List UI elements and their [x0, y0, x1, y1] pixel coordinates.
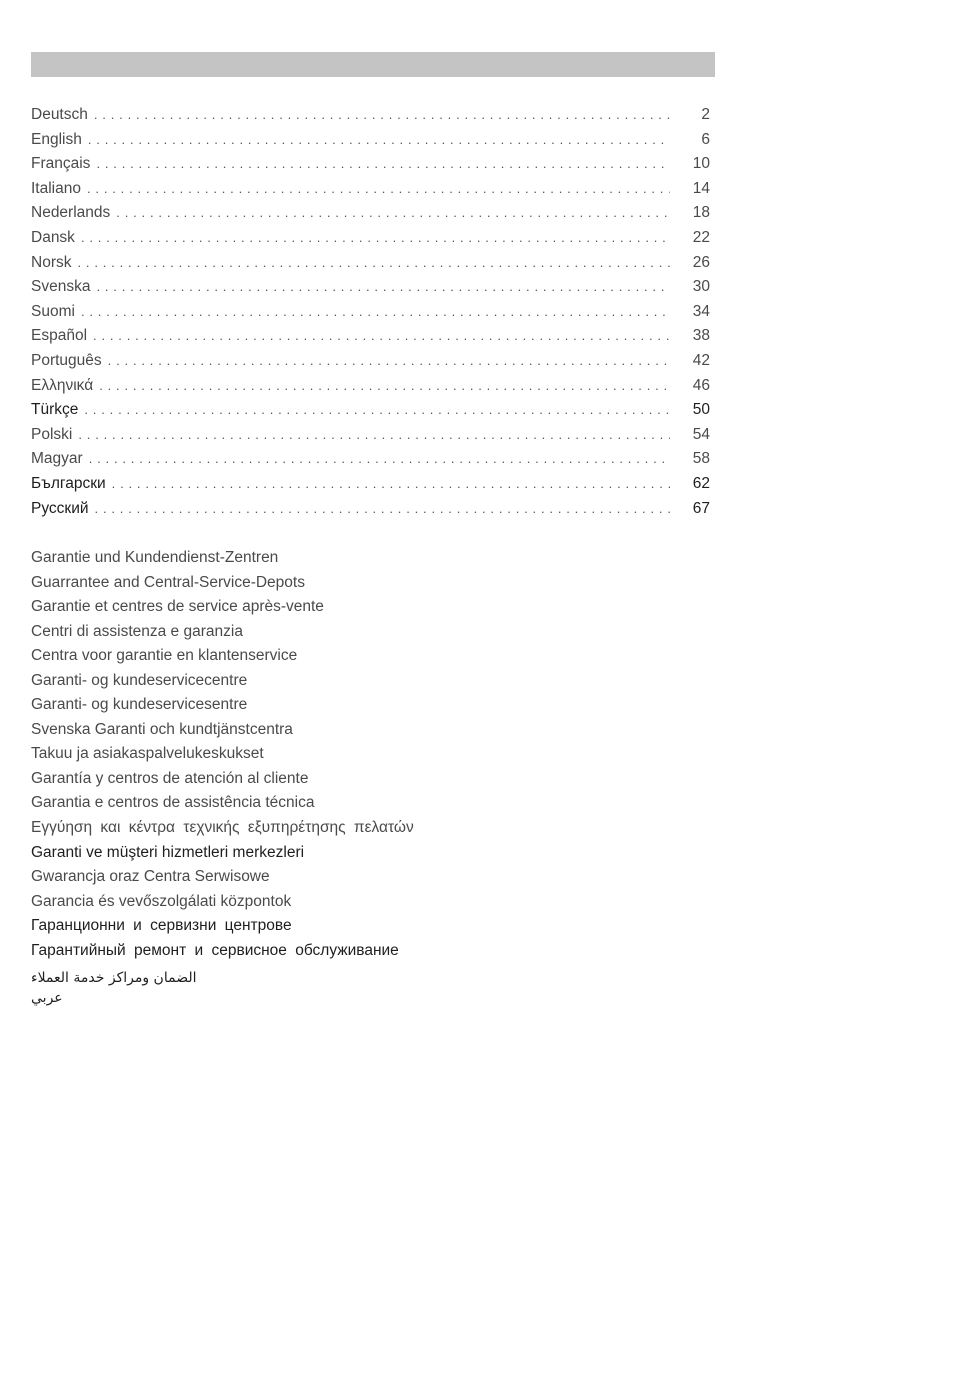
toc-page-number: 26	[692, 253, 710, 271]
toc-label: Français	[31, 155, 91, 173]
service-item-nl[interactable]: Centra voor garantie en klantenservice	[31, 647, 298, 665]
toc-row-espanol[interactable]	[31, 324, 710, 349]
toc-row-italiano[interactable]	[31, 177, 710, 202]
toc-row-english[interactable]	[31, 128, 710, 153]
arabic-service-title: الضمان ومراكز خدمة العملاء	[31, 970, 197, 986]
toc-leader-dots	[84, 398, 670, 423]
service-item-pt[interactable]: Garantia e centros de assistência técnica	[31, 794, 315, 812]
toc-label: Magyar	[31, 450, 83, 468]
toc-page-number: 50	[692, 401, 710, 419]
header-bar	[31, 52, 715, 77]
service-item-el[interactable]: Εγγύηση και κέντρα τεχνικής εξυπηρέτησης πελατών	[31, 819, 414, 837]
toc-leader-dots	[87, 177, 670, 202]
toc-page-number: 2	[701, 106, 710, 123]
toc-row-svenska[interactable]	[31, 275, 710, 300]
toc-page-number: 10	[692, 155, 710, 173]
toc-page-number: 6	[701, 130, 710, 148]
toc-label: Suomi	[31, 302, 75, 320]
service-centres-list	[31, 546, 414, 963]
toc-page-number: 54	[692, 425, 710, 443]
service-item-es[interactable]: Garantía y centros de atención al cliente	[31, 769, 309, 787]
toc-label: Español	[31, 327, 88, 345]
toc-label: Русский	[31, 499, 89, 517]
service-item-fr[interactable]: Garantie et centres de service après-vente	[31, 598, 324, 616]
toc-row-russian[interactable]	[31, 497, 710, 522]
toc-page-number: 14	[692, 179, 710, 197]
toc-row-portugues[interactable]	[31, 349, 710, 374]
toc-page-number: 22	[692, 228, 710, 246]
toc-row-turkce[interactable]	[31, 398, 710, 423]
toc-page-number: 62	[692, 474, 710, 492]
toc-page-number: 34	[692, 302, 710, 320]
service-item-no[interactable]: Garanti- og kundeservicesentre	[31, 696, 248, 714]
service-item-hu[interactable]: Garancia és vevőszolgálati központok	[31, 892, 292, 910]
toc-row-norsk[interactable]	[31, 251, 710, 276]
toc-label: Svenska	[31, 278, 91, 296]
service-item-it[interactable]: Centri di assistenza e garanzia	[31, 622, 243, 640]
service-item-pl[interactable]: Gwarancja oraz Centra Serwisowe	[31, 868, 270, 886]
toc-leader-dots	[93, 324, 670, 349]
service-item-da[interactable]: Garanti- og kundeservicecentre	[31, 671, 248, 689]
toc-label: Polski	[31, 425, 73, 443]
toc-label: Български	[31, 474, 106, 492]
toc-page-number: 30	[692, 278, 710, 296]
toc-leader-dots	[99, 374, 670, 399]
toc-leader-dots	[94, 103, 670, 128]
toc-page-number: 58	[692, 450, 710, 468]
toc-leader-dots	[96, 275, 670, 300]
toc-page-number: 38	[692, 327, 710, 345]
toc-label: Nederlands	[31, 204, 111, 222]
toc-row-magyar[interactable]	[31, 447, 710, 472]
toc-leader-dots	[108, 349, 670, 374]
toc-label: Ελληνικά	[31, 376, 94, 394]
toc-page-number: 67	[692, 499, 710, 517]
service-item-de[interactable]: Garantie und Kundendienst-Zentren	[31, 549, 279, 566]
toc-label: Deutsch	[31, 106, 88, 123]
toc-leader-dots	[116, 201, 670, 226]
service-item-fi[interactable]: Takuu ja asiakaspalvelukeskukset	[31, 745, 264, 763]
service-item-sv[interactable]: Svenska Garanti och kundtjänstcentra	[31, 720, 293, 738]
service-item-ru[interactable]: Гарантийный ремонт и сервисное обслуживание	[31, 941, 399, 959]
toc-leader-dots	[112, 472, 670, 497]
toc-row-dansk[interactable]	[31, 226, 710, 251]
toc-page-number: 46	[692, 376, 710, 394]
toc-page-number: 42	[692, 351, 710, 369]
toc-leader-dots	[81, 226, 670, 251]
service-item-tr[interactable]: Garanti ve müşteri hizmetleri merkezleri	[31, 843, 305, 861]
toc-page-number: 18	[692, 204, 710, 222]
toc-leader-dots	[96, 152, 670, 177]
toc-leader-dots	[89, 447, 670, 472]
toc-row-deutsch[interactable]	[31, 103, 710, 128]
toc-label: Português	[31, 351, 102, 369]
toc-row-bulgarian[interactable]	[31, 472, 710, 497]
toc-leader-dots	[88, 128, 670, 153]
table-of-contents	[31, 103, 710, 521]
toc-row-nederlands[interactable]	[31, 201, 710, 226]
service-item-en[interactable]: Guarrantee and Central-Service-Depots	[31, 573, 305, 591]
toc-label: Italiano	[31, 179, 81, 197]
toc-label: Türkçe	[31, 401, 79, 419]
toc-row-polski[interactable]	[31, 423, 710, 448]
toc-row-suomi[interactable]	[31, 300, 710, 325]
toc-row-francais[interactable]	[31, 152, 710, 177]
toc-leader-dots	[95, 497, 670, 522]
toc-leader-dots	[77, 251, 670, 276]
toc-row-ellinika[interactable]	[31, 374, 710, 399]
toc-label: Norsk	[31, 253, 72, 271]
arabic-language-label: عربي	[31, 990, 63, 1006]
service-item-ar[interactable]	[31, 968, 197, 1008]
toc-leader-dots	[78, 423, 670, 448]
service-item-bg[interactable]: Гаранционни и сервизни центрове	[31, 917, 292, 935]
toc-leader-dots	[81, 300, 670, 325]
toc-label: English	[31, 130, 82, 148]
toc-label: Dansk	[31, 228, 75, 246]
